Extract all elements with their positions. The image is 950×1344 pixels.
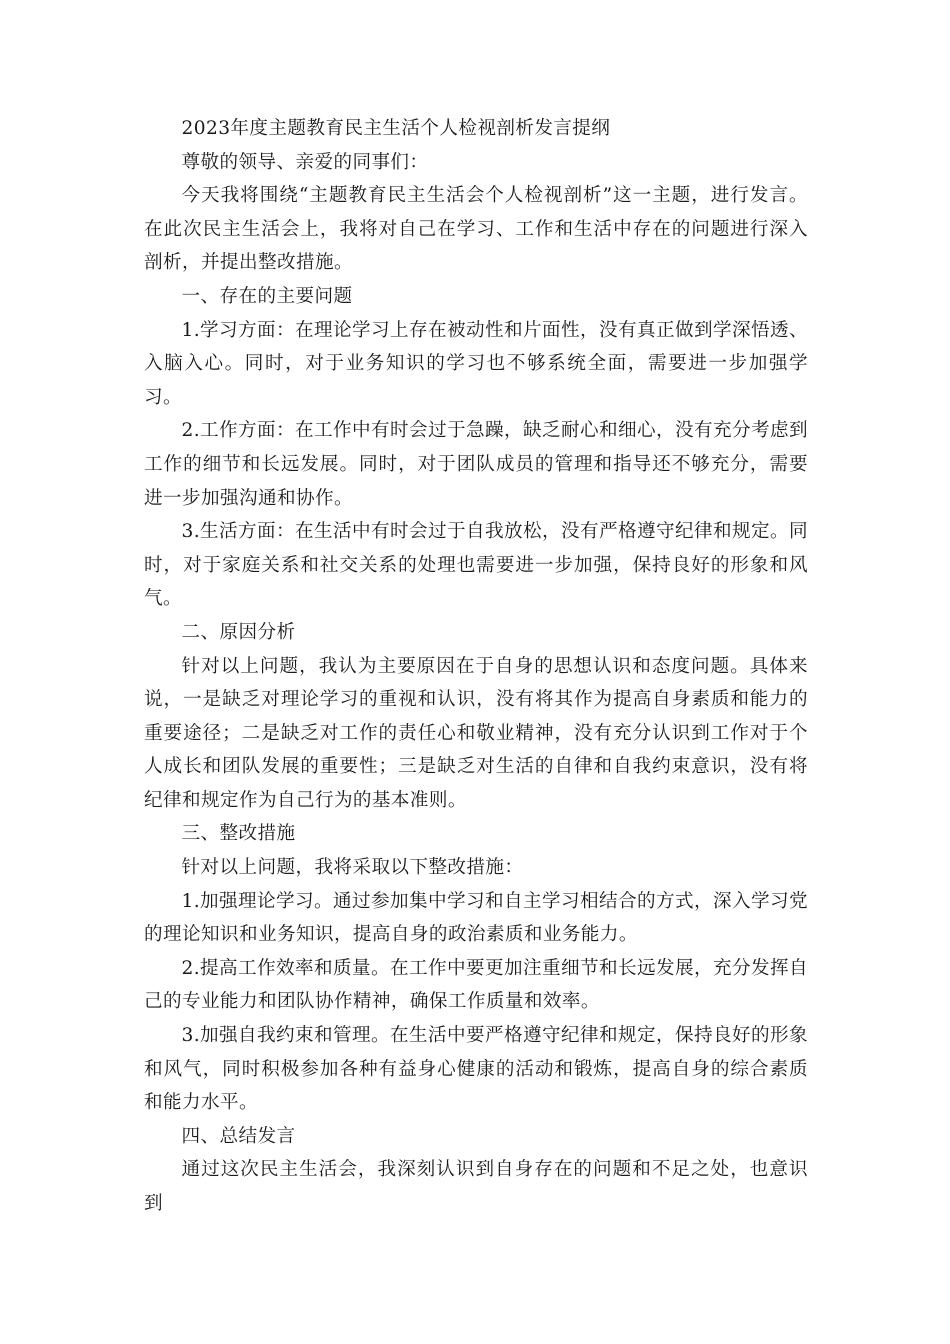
salutation: 尊敬的领导、亲爱的同事们： — [181, 151, 429, 173]
section-heading-measures: 三、整改措施 — [181, 823, 296, 845]
document-title: 2023年度主题教育民主生活个人检视剖析发言提纲 — [181, 118, 611, 139]
problem-work-paragraph: 2.工作方面：在工作中有时会过于急躁，缺乏耐心和细心，没有充分考虑到工作的细节和长远发展。同时，对于团队成员的管理和指导还不够充分，需要进一步加强沟通和协作。 — [144, 420, 808, 509]
intro-paragraph: 今天我将围绕“主题教育民主生活会个人检视剖析”这一主题，进行发言。在此次民主生活会上，我将对自己在学习、工作和生活中存在的问题进行深入剖析，并提出整改措施。 — [144, 185, 808, 274]
problem-study-paragraph: 1.学习方面：在理论学习上存在被动性和片面性，没有真正做到学深悟透、入脑入心。同时，对于业务知识的学习也不够系统全面，需要进一步加强学习。 — [144, 319, 808, 408]
summary-paragraph: 通过这次民主生活会，我深刻认识到自身存在的问题和不足之处，也意识到 — [144, 1159, 808, 1214]
section-heading-problems: 一、存在的主要问题 — [181, 285, 353, 307]
problem-life-paragraph: 3.生活方面：在生活中有时会过于自我放松，没有严格遵守纪律和规定。同时，对于家庭关系和社交关系的处理也需要进一步加强，保持良好的形象和风气。 — [144, 521, 808, 610]
measures-intro-paragraph: 针对以上问题，我将采取以下整改措施： — [181, 857, 524, 879]
measure-work-paragraph: 2.提高工作效率和质量。在工作中要更加注重细节和长远发展，充分发挥自己的专业能力和团队协作精神，确保工作质量和效率。 — [144, 957, 808, 1013]
section-heading-causes: 二、原因分析 — [181, 621, 296, 643]
document-body — [144, 112, 808, 1221]
measure-study-paragraph: 1.加强理论学习。通过参加集中学习和自主学习相结合的方式，深入学习党的理论知识和业务知识，提高自身的政治素质和业务能力。 — [144, 890, 808, 946]
causes-paragraph: 针对以上问题，我认为主要原因在于自身的思想认识和态度问题。具体来说，一是缺乏对理论学习的重视和认识，没有将其作为提高自身素质和能力的重要途径；二是缺乏对工作的责任心和敬业精神，没有充分认识到工作对于个人成长和团队发展的重要性；三是缺乏对生活的自律和自我约束意识，没有将纪律和规定作为自己行为的基本准则。 — [144, 655, 808, 811]
section-heading-summary: 四、总结发言 — [181, 1125, 296, 1147]
measure-discipline-paragraph: 3.加强自我约束和管理。在生活中要严格遵守纪律和规定，保持良好的形象和风气，同时积极参加各种有益身心健康的活动和锻炼，提高自身的综合素质和能力水平。 — [144, 1025, 808, 1114]
